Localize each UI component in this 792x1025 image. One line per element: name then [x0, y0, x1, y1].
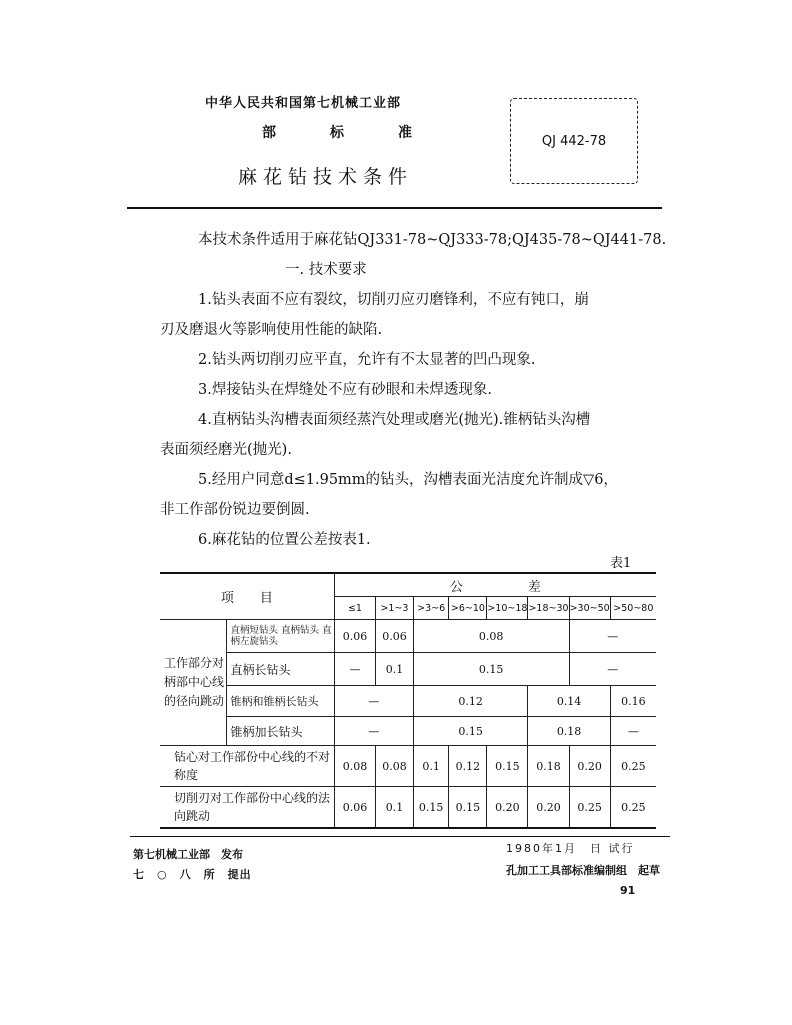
value-cell: 0.08 [376, 746, 414, 787]
value-cell: — [334, 686, 413, 717]
value-cell: 0.20 [569, 746, 610, 787]
range-cell: ≤1 [334, 597, 375, 620]
value-cell: 0.25 [610, 787, 656, 829]
trial-date: 1980年1月 日 试行 [506, 842, 635, 855]
value-cell: 0.1 [413, 746, 449, 787]
range-cell: >50~80 [610, 597, 656, 620]
value-cell: 0.18 [528, 717, 610, 746]
value-cell: 0.08 [413, 620, 569, 653]
value-cell: 0.15 [413, 653, 569, 686]
table-row [160, 717, 656, 746]
standard-code-box [510, 98, 638, 184]
value-cell: 0.20 [487, 787, 528, 829]
row-label: 锥柄加长钻头 [226, 717, 334, 746]
value-cell: 0.16 [610, 686, 656, 717]
table-row [160, 653, 656, 686]
row-label: 钻心对工作部份中心线的不对称度 [160, 746, 334, 787]
intro-text: 本技术条件适用于麻花钻QJ331-78~QJ333-78;QJ435-78~QJ441-78. [198, 232, 667, 248]
footer-divider [130, 836, 670, 837]
range-cell: >10~18 [487, 597, 528, 620]
standard-type-char: 标 [330, 125, 344, 141]
range-cell: >30~50 [569, 597, 610, 620]
range-cell: >6~10 [449, 597, 487, 620]
standard-type [262, 122, 412, 142]
page-number: 91 [620, 884, 636, 897]
row-label: 直柄长钻头 [226, 653, 334, 686]
requirement-line: 6.麻花钻的位置公差按表1. [198, 532, 371, 548]
value-cell: 0.06 [334, 787, 375, 829]
value-cell: 0.1 [376, 653, 414, 686]
section-title: 一. 技术要求 [285, 262, 367, 278]
value-cell: — [569, 653, 656, 686]
drafter: 孔加工工具部标准编制组 起草 [506, 864, 660, 877]
requirement-line: 表面须经磨光(抛光). [160, 442, 292, 458]
value-cell: 0.12 [413, 686, 528, 717]
group-label: 工作部分对柄部中心线的径向跳动 [160, 620, 226, 746]
requirement-line: 3.焊接钻头在焊缝处不应有砂眼和未焊透现象. [198, 382, 492, 398]
value-cell: 0.14 [528, 686, 610, 717]
tolerance-header: 公 差 [334, 573, 656, 597]
requirement-line: 2.钻头两切削刃应平直，允许有不太显著的凹凸现象. [198, 352, 536, 368]
value-cell: 0.15 [413, 717, 528, 746]
requirement-line: 4.直柄钻头沟槽表面须经蒸汽处理或磨光(抛光).锥柄钻头沟槽 [198, 412, 591, 428]
row-label: 锥柄和锥柄长钻头 [226, 686, 334, 717]
value-cell: 0.15 [413, 787, 449, 829]
range-cell: >1~3 [376, 597, 414, 620]
value-cell: — [334, 717, 413, 746]
value-cell: — [334, 653, 375, 686]
value-cell: 0.1 [376, 787, 414, 829]
requirement-line: 5.经用户同意d≤1.95mm的钻头，沟槽表面光洁度允许制成▽6， [198, 472, 618, 488]
standard-code: QJ 442-78 [541, 133, 607, 149]
value-cell: 0.15 [487, 746, 528, 787]
header-divider [127, 207, 662, 209]
ministry-name: 中华人民共和国第七机械工业部 [205, 96, 402, 111]
value-cell: — [610, 717, 656, 746]
requirement-line: 刃及磨退火等影响使用性能的缺陷. [160, 322, 383, 338]
table-row [160, 620, 656, 653]
tolerance-table [160, 572, 656, 829]
value-cell: 0.18 [528, 746, 569, 787]
row-label: 切削刃对工作部份中心线的法向跳动 [160, 787, 334, 829]
proposer: 七 ○ 八 所 提出 [133, 868, 252, 881]
range-cell: >18~30 [528, 597, 569, 620]
row-label: 直柄短钻头 直柄钻头 直柄左旋钻头 [226, 620, 334, 653]
issuer: 第七机械工业部 发布 [133, 848, 243, 861]
range-cell: >3~6 [413, 597, 449, 620]
document-title: 麻花钻技术条件 [238, 166, 414, 188]
table-row [160, 787, 656, 829]
table-row [160, 686, 656, 717]
value-cell: — [569, 620, 656, 653]
value-cell: 0.08 [334, 746, 375, 787]
standard-type-char: 部 [262, 125, 276, 141]
value-cell: 0.06 [334, 620, 375, 653]
table-label: 表1 [610, 556, 632, 571]
item-header: 项 目 [160, 573, 334, 620]
value-cell: 0.15 [449, 787, 487, 829]
requirement-line: 1.钻头表面不应有裂纹，切削刃应刃磨锋利，不应有钝口，崩 [198, 292, 589, 308]
standard-type-char: 准 [398, 125, 412, 141]
value-cell: 0.25 [610, 746, 656, 787]
value-cell: 0.12 [449, 746, 487, 787]
value-cell: 0.06 [376, 620, 414, 653]
value-cell: 0.25 [569, 787, 610, 829]
requirement-line: 非工作部份锐边要倒圆. [160, 502, 310, 518]
table-row [160, 746, 656, 787]
value-cell: 0.20 [528, 787, 569, 829]
